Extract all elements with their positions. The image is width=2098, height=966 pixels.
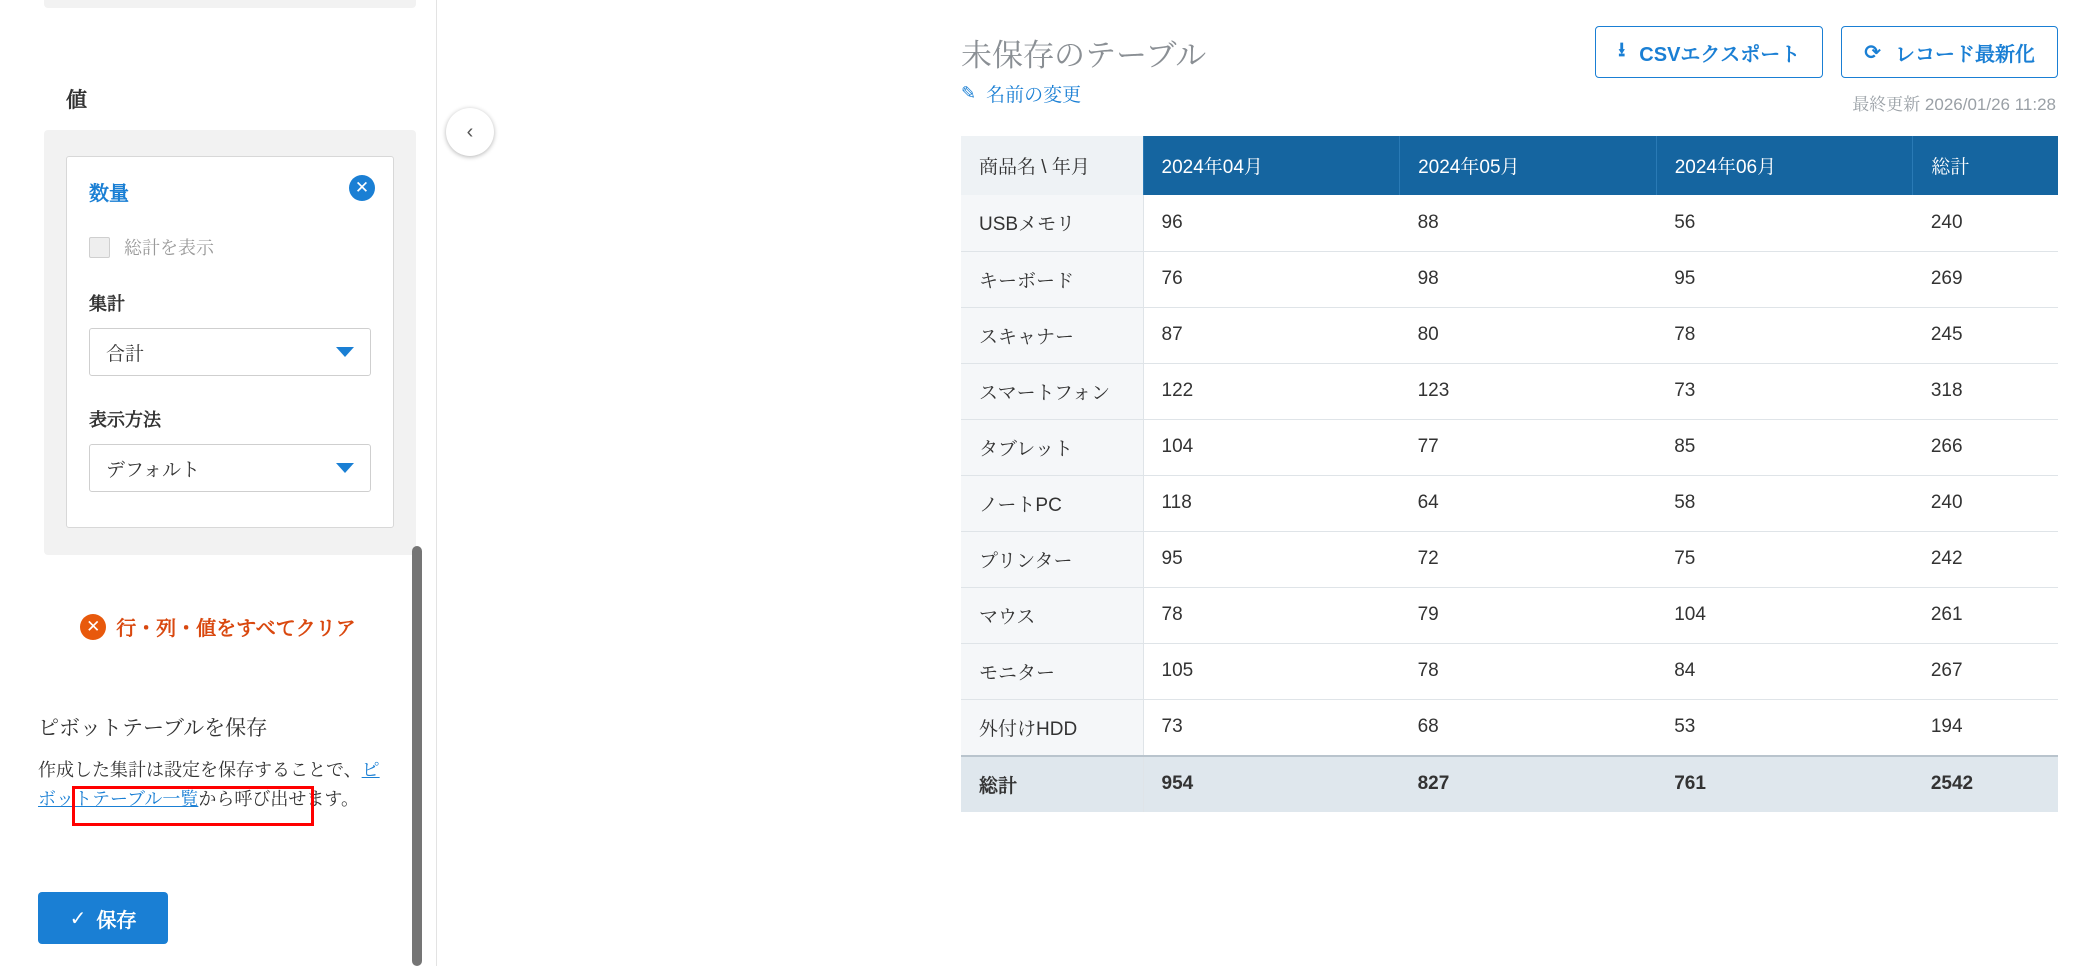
table-cell: 76 bbox=[1143, 251, 1400, 307]
table-total-cell: 761 bbox=[1656, 756, 1913, 812]
table-cell: 95 bbox=[1143, 531, 1400, 587]
table-cell: 73 bbox=[1656, 363, 1913, 419]
table-row bbox=[961, 195, 2058, 251]
table-total-cell: 954 bbox=[1143, 756, 1400, 812]
save-section-title: ピボットテーブルを保存 bbox=[38, 717, 268, 740]
table-row bbox=[961, 643, 2058, 699]
table-total-row bbox=[961, 756, 2058, 812]
table-cell: 240 bbox=[1913, 475, 2058, 531]
save-button[interactable] bbox=[38, 892, 168, 944]
table-cell: プリンター bbox=[961, 531, 1143, 587]
table-cell: 118 bbox=[1143, 475, 1400, 531]
add-field-button[interactable] bbox=[60, 0, 237, 2]
table-row bbox=[961, 587, 2058, 643]
table-row bbox=[961, 475, 2058, 531]
pivot-table-list-link[interactable]: ピボットテーブル一覧 bbox=[38, 760, 380, 809]
close-icon[interactable]: ✕ bbox=[349, 175, 375, 201]
table-cell: タブレット bbox=[961, 419, 1143, 475]
table-cell: 88 bbox=[1400, 195, 1657, 251]
table-total-cell: 2542 bbox=[1913, 756, 2058, 812]
rename-button[interactable] bbox=[961, 80, 1081, 107]
table-cell: 95 bbox=[1656, 251, 1913, 307]
save-desc-after: から呼び出せます。 bbox=[198, 788, 359, 809]
aggregate-value: 合計 bbox=[106, 343, 145, 365]
table-cell: 外付けHDD bbox=[961, 699, 1143, 756]
csv-export-button[interactable] bbox=[1595, 26, 1823, 78]
table-cell: 104 bbox=[1656, 587, 1913, 643]
value-field-card bbox=[44, 130, 416, 555]
collapse-sidebar-button[interactable] bbox=[446, 108, 494, 156]
rename-label: 名前の変更 bbox=[986, 85, 1082, 106]
table-cell: 77 bbox=[1400, 419, 1657, 475]
table-cell: ノートPC bbox=[961, 475, 1143, 531]
sidebar-scrollbar[interactable] bbox=[412, 0, 422, 966]
clear-all-button[interactable] bbox=[0, 612, 436, 641]
table-cell: スキャナー bbox=[961, 307, 1143, 363]
table-cell: 72 bbox=[1400, 531, 1657, 587]
show-total-label: 総計を表示 bbox=[124, 238, 214, 258]
table-row bbox=[961, 419, 2058, 475]
table-cell: 96 bbox=[1143, 195, 1400, 251]
aggregate-select[interactable] bbox=[89, 328, 371, 376]
table-cell: 242 bbox=[1913, 531, 2058, 587]
table-cell: 85 bbox=[1656, 419, 1913, 475]
table-cell: 53 bbox=[1656, 699, 1913, 756]
last-updated-text: 最終更新 2026/01/26 11:28 bbox=[1852, 95, 2056, 114]
pivot-table bbox=[961, 136, 2058, 812]
table-row bbox=[961, 251, 2058, 307]
table-cell: 78 bbox=[1143, 587, 1400, 643]
table-row bbox=[961, 363, 2058, 419]
table-cell: 104 bbox=[1143, 419, 1400, 475]
main-content bbox=[437, 0, 2098, 966]
table-cell: 75 bbox=[1656, 531, 1913, 587]
table-cell: 73 bbox=[1143, 699, 1400, 756]
refresh-records-button[interactable] bbox=[1841, 26, 2058, 78]
table-row bbox=[961, 699, 2058, 756]
table-cell: USBメモリ bbox=[961, 195, 1143, 251]
table-cell: 267 bbox=[1913, 643, 2058, 699]
table-cell: モニター bbox=[961, 643, 1143, 699]
sidebar bbox=[0, 0, 437, 966]
table-cell: 122 bbox=[1143, 363, 1400, 419]
table-cell: 79 bbox=[1400, 587, 1657, 643]
table-cell: 105 bbox=[1143, 643, 1400, 699]
table-cell: 123 bbox=[1400, 363, 1657, 419]
csv-export-label: CSVエクスポート bbox=[1639, 43, 1801, 66]
table-header-row bbox=[961, 136, 2058, 195]
table-cell: 80 bbox=[1400, 307, 1657, 363]
table-cell: スマートフォン bbox=[961, 363, 1143, 419]
table-cell: 194 bbox=[1913, 699, 2058, 756]
save-button-label: 保存 bbox=[96, 909, 137, 932]
chevron-down-icon bbox=[336, 463, 354, 473]
table-total-cell: 827 bbox=[1400, 756, 1657, 812]
table-cell: キーボード bbox=[961, 251, 1143, 307]
table-cell: 68 bbox=[1400, 699, 1657, 756]
table-cell: 240 bbox=[1913, 195, 2058, 251]
clear-all-label: 行・列・値をすべてクリア bbox=[116, 618, 356, 640]
table-column-header[interactable]: 総計 bbox=[1913, 136, 2058, 195]
table-cell: 269 bbox=[1913, 251, 2058, 307]
pivot-table-wrapper bbox=[961, 136, 2058, 812]
save-section-description bbox=[38, 756, 388, 814]
add-field-card[interactable] bbox=[44, 0, 416, 8]
display-method-value: デフォルト bbox=[106, 459, 201, 481]
table-cell: 78 bbox=[1656, 307, 1913, 363]
aggregate-label: 集計 bbox=[89, 294, 125, 314]
page-title: 未保存のテーブル bbox=[961, 38, 1207, 73]
table-row bbox=[961, 531, 2058, 587]
table-cell: 318 bbox=[1913, 363, 2058, 419]
chevron-left-icon: ‹ bbox=[466, 120, 474, 143]
value-field-inner bbox=[66, 156, 394, 528]
values-section-title: 値 bbox=[66, 89, 87, 112]
table-cell: 64 bbox=[1400, 475, 1657, 531]
table-cell: 266 bbox=[1913, 419, 2058, 475]
clear-icon: ✕ bbox=[80, 614, 106, 640]
table-column-header[interactable]: 2024年05月 bbox=[1400, 136, 1657, 195]
table-cell: 261 bbox=[1913, 587, 2058, 643]
display-method-label: 表示方法 bbox=[89, 410, 161, 430]
show-total-row[interactable] bbox=[89, 234, 371, 260]
refresh-records-label: レコード最新化 bbox=[1895, 43, 2035, 66]
table-body bbox=[961, 195, 2058, 812]
chevron-down-icon bbox=[336, 347, 354, 357]
table-row bbox=[961, 307, 2058, 363]
table-column-header[interactable]: 商品名 \ 年月 bbox=[961, 136, 1143, 195]
value-field-name[interactable]: 数量 bbox=[89, 183, 129, 205]
check-icon: ✓ bbox=[69, 907, 87, 930]
table-cell: 78 bbox=[1400, 643, 1657, 699]
refresh-icon: ⟳ bbox=[1864, 41, 1881, 64]
table-total-cell: 総計 bbox=[961, 756, 1143, 812]
save-desc-before: 作成した集計は設定を保存することで、 bbox=[38, 760, 362, 780]
table-cell: 87 bbox=[1143, 307, 1400, 363]
table-cell: 58 bbox=[1656, 475, 1913, 531]
table-column-header[interactable]: 2024年06月 bbox=[1656, 136, 1913, 195]
table-cell: 56 bbox=[1656, 195, 1913, 251]
table-cell: 84 bbox=[1656, 643, 1913, 699]
table-column-header[interactable]: 2024年04月 bbox=[1143, 136, 1400, 195]
table-cell: 245 bbox=[1913, 307, 2058, 363]
toolbar bbox=[1595, 26, 2058, 78]
show-total-checkbox[interactable] bbox=[89, 237, 110, 258]
display-method-select[interactable] bbox=[89, 444, 371, 492]
sidebar-scroll-thumb[interactable] bbox=[412, 546, 422, 966]
table-cell: 98 bbox=[1400, 251, 1657, 307]
download-icon: ⭳ bbox=[1618, 39, 1626, 61]
pencil-icon: ✎ bbox=[961, 83, 977, 103]
table-head bbox=[961, 136, 2058, 195]
table-cell: マウス bbox=[961, 587, 1143, 643]
add-field-label bbox=[87, 0, 237, 2]
